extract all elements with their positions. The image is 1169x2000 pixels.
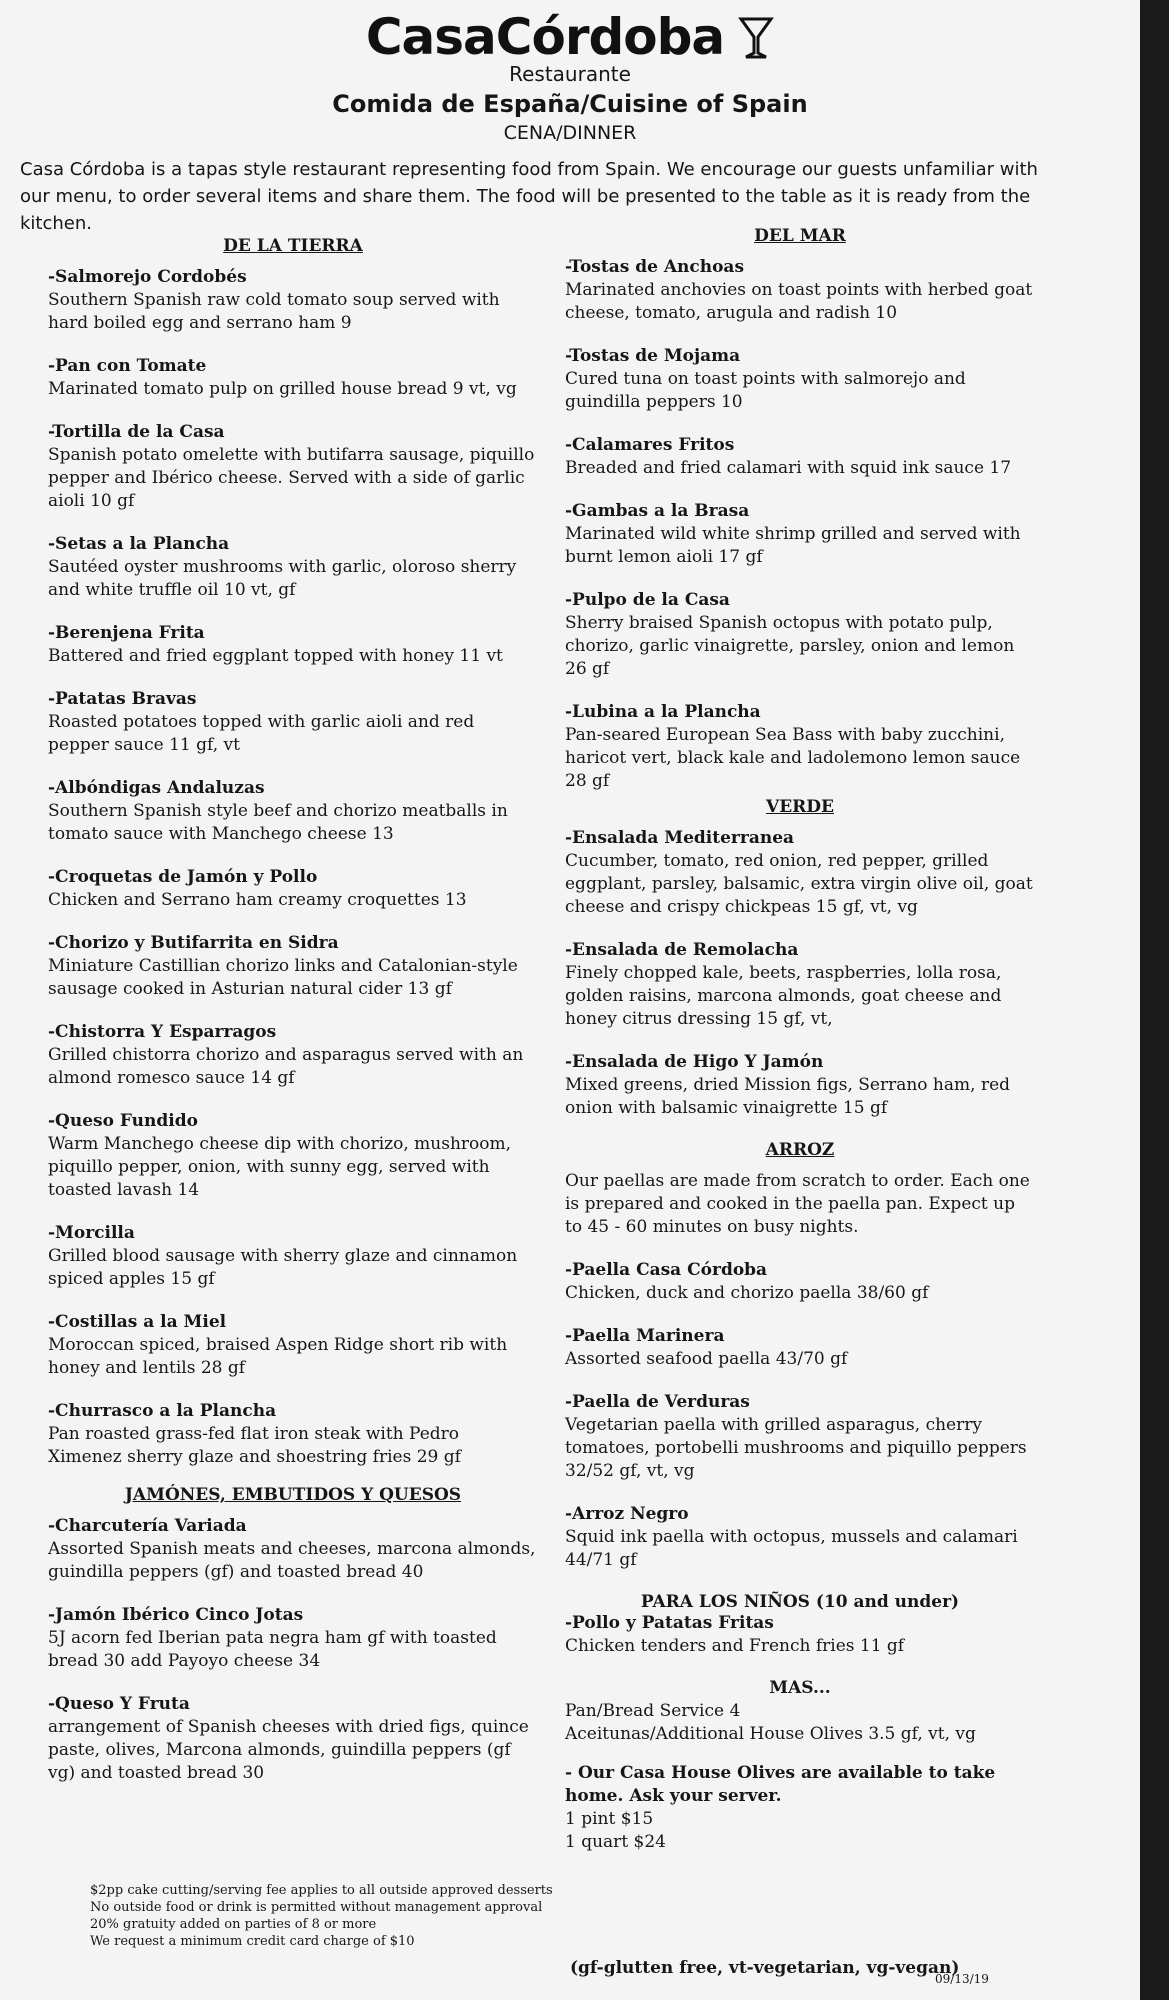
menu-item (565, 1259, 1035, 1305)
item-name: -Jamón Ibérico Cinco Jotas (48, 1605, 304, 1625)
olives-note: - Our Casa House Olives are available to take home. Ask your server. (565, 1763, 996, 1806)
menu-item (48, 1311, 538, 1380)
menu-item (48, 1021, 538, 1090)
section-title-arroz: ARROZ (765, 1140, 835, 1160)
left-column (48, 232, 538, 1805)
item-desc: Marinated tomato pulp on grilled house bread 9 vt, vg (48, 379, 517, 399)
item-desc: Southern Spanish raw cold tomato soup served with hard boiled egg and serrano ham 9 (48, 290, 500, 333)
footnote-line: No outside food or drink is permitted without management approval (90, 1900, 543, 1915)
item-desc: Breaded and fried calamari with squid ink sauce 17 (565, 458, 1012, 478)
item-desc: Marinated anchovies on toast points with herbed goat cheese, tomato, arugula and radish 10 (565, 280, 1033, 323)
item-name: -Queso Fundido (48, 1111, 198, 1131)
item-name: -Gambas a la Brasa (565, 501, 750, 521)
item-name: -Albóndigas Andaluzas (48, 778, 265, 798)
menu-item (48, 1222, 538, 1291)
menu-item (48, 866, 538, 912)
menu-item (565, 256, 1035, 325)
meal-label: CENA/DINNER (503, 122, 637, 144)
item-name: -Setas a la Plancha (48, 534, 230, 554)
item-name: -Chistorra Y Esparragos (48, 1022, 277, 1042)
item-name: -Paella de Verduras (565, 1392, 750, 1412)
section-title-verde: VERDE (766, 797, 834, 817)
menu-item (48, 533, 538, 602)
logo-row (0, 8, 1140, 66)
item-name: -Berenjena Frita (48, 623, 205, 643)
item-name: -Queso Y Fruta (48, 1694, 190, 1714)
footnote-line: We request a minimum credit card charge of $10 (90, 1934, 415, 1949)
item-desc: Chicken tenders and French fries 11 gf (565, 1636, 905, 1656)
right-column (565, 222, 1035, 1854)
menu-item (565, 939, 1035, 1031)
item-desc: Cucumber, tomato, red onion, red pepper, grilled eggplant, parsley, balsamic, extra virgin olive oil, goat cheese and crispy chickpeas 15 gf, vt, vg (565, 851, 1033, 917)
menu-item (565, 500, 1035, 569)
menu-item (48, 688, 538, 757)
menu-item (48, 1400, 538, 1469)
footnote-line: 20% gratuity added on parties of 8 or more (90, 1917, 377, 1932)
footnote-line: $2pp cake cutting/serving fee applies to all outside approved desserts (90, 1883, 553, 1898)
menu-item (565, 1612, 1035, 1658)
menu-item (48, 1693, 538, 1785)
item-desc: Spanish potato omelette with butifarra sausage, piquillo pepper and Ibérico cheese. Served with a side of garlic aioli 10 gf (48, 445, 535, 511)
glass-icon (738, 13, 774, 61)
item-desc: Grilled blood sausage with sherry glaze and cinnamon spiced apples 15 gf (48, 1246, 518, 1289)
item-name: -Tortilla de la Casa (48, 422, 225, 442)
item-name: -Ensalada de Remolacha (565, 940, 799, 960)
section-title-mar: DEL MAR (754, 226, 846, 246)
menu-item (565, 589, 1035, 681)
item-name: -Arroz Negro (565, 1504, 689, 1524)
item-name: -Paella Casa Córdoba (565, 1260, 768, 1280)
jamones-list (48, 1515, 538, 1785)
item-name: -Lubina a la Plancha (565, 702, 761, 722)
olives-price: 1 quart $24 (565, 1832, 666, 1852)
menu-item (565, 1051, 1035, 1120)
item-desc: 5J acorn fed Iberian pata negra ham gf with toasted bread 30 add Payoyo cheese 34 (48, 1628, 497, 1671)
item-name: -Costillas a la Miel (48, 1312, 227, 1332)
item-desc: Battered and fried eggplant topped with honey 11 vt (48, 646, 503, 666)
menu-header (0, 8, 1140, 144)
item-desc: Roasted potatoes topped with garlic aioli and red pepper sauce 11 gf, vt (48, 712, 475, 755)
item-desc: arrangement of Spanish cheeses with dried figs, quince paste, olives, Marcona almonds, guindilla peppers (gf vg) and toasted bread 30 (48, 1717, 529, 1783)
menu-item (565, 1503, 1035, 1572)
menu-item (48, 421, 538, 513)
item-name: -Tostas de Anchoas (565, 257, 745, 277)
menu-item (565, 1391, 1035, 1483)
item-desc: Sautéed oyster mushrooms with garlic, oloroso sherry and white truffle oil 10 vt, gf (48, 557, 517, 600)
item-name: -Croquetas de Jamón y Pollo (48, 867, 318, 887)
menu-date: 09/13/19 (935, 1972, 989, 1986)
arroz-intro: Our paellas are made from scratch to order. Each one is prepared and cooked in the paella pan. Expect up to 45 - 60 minutes on busy nights. (565, 1171, 1030, 1237)
section-title-tierra: DE LA TIERRA (223, 236, 363, 256)
item-name: -Ensalada de Higo Y Jamón (565, 1052, 824, 1072)
item-name: -Chorizo y Butifarrita en Sidra (48, 933, 339, 953)
item-desc: Southern Spanish style beef and chorizo meatballs in tomato sauce with Manchego cheese 13 (48, 801, 508, 844)
verde-list (565, 827, 1035, 1120)
tierra-list (48, 266, 538, 1469)
item-desc: Grilled chistorra chorizo and asparagus served with an almond romesco sauce 14 gf (48, 1045, 524, 1088)
item-desc: Moroccan spiced, braised Aspen Ridge short rib with honey and lentils 28 gf (48, 1335, 508, 1378)
menu-item (48, 932, 538, 1001)
item-name: -Churrasco a la Plancha (48, 1401, 277, 1421)
item-desc: Pan roasted grass-fed flat iron steak with Pedro Ximenez sherry glaze and shoestring fries 29 gf (48, 1424, 461, 1467)
diet-legend: (gf-glutten free, vt-vegetarian, vg-vegan) (570, 1958, 960, 1978)
menu-item (565, 1325, 1035, 1371)
item-desc: Vegetarian paella with grilled asparagus, cherry tomatoes, portobelli mushrooms and piquillo peppers 32/52 gf, vt, vg (565, 1415, 1027, 1481)
item-name: -Charcutería Variada (48, 1516, 247, 1536)
item-name: -Calamares Fritos (565, 435, 735, 455)
item-desc: Chicken and Serrano ham creamy croquettes 13 (48, 890, 467, 910)
mas-line: Aceitunas/Additional House Olives 3.5 gf, vt, vg (565, 1724, 976, 1744)
menu-item (48, 622, 538, 668)
olives-price: 1 pint $15 (565, 1809, 654, 1829)
item-name: -Salmorejo Cordobés (48, 267, 247, 287)
item-name: -Patatas Bravas (48, 689, 197, 709)
menu-item (565, 345, 1035, 414)
item-desc: Mixed greens, dried Mission figs, Serrano ham, red onion with balsamic vinaigrette 15 gf (565, 1075, 1011, 1118)
menu-item (565, 701, 1035, 793)
restaurante-label: Restaurante (509, 62, 631, 86)
item-desc: Sherry braised Spanish octopus with potato pulp, chorizo, garlic vinaigrette, parsley, onion and lemon 26 gf (565, 613, 1015, 679)
menu-item (48, 355, 538, 401)
restaurant-logo: CasaCórdoba (365, 8, 725, 66)
menu-item (565, 434, 1035, 480)
menu-item (48, 266, 538, 335)
item-name: -Paella Marinera (565, 1326, 725, 1346)
menu-item (48, 1604, 538, 1673)
intro-text: Casa Córdoba is a tapas style restaurant representing food from Spain. We encourage our guests unfamiliar with our menu, to order several items and share them. The food will be presented to the table as it is ready from the kitchen. (20, 159, 1038, 234)
arroz-list (565, 1259, 1035, 1572)
section-title-jamones: JAMÓNES, EMBUTIDOS Y QUESOS (124, 1485, 462, 1505)
menu-item (48, 1515, 538, 1584)
menu-item (48, 1110, 538, 1202)
mar-list (565, 256, 1035, 793)
item-desc: Pan-seared European Sea Bass with baby zucchini, haricot vert, black kale and ladolemono lemon sauce 28 gf (565, 725, 1021, 791)
section-title-ninos: PARA LOS NIÑOS (10 and under) (640, 1592, 960, 1612)
footnotes (90, 1882, 560, 1950)
item-name: -Tostas de Mojama (565, 346, 741, 366)
menu-subtitle: Comida de España/Cuisine of Spain (332, 90, 808, 118)
item-desc: Assorted seafood paella 43/70 gf (565, 1349, 848, 1369)
menu-item (565, 827, 1035, 919)
item-name: -Pulpo de la Casa (565, 590, 730, 610)
mas-line: Pan/Bread Service 4 (565, 1701, 741, 1721)
item-desc: Finely chopped kale, beets, raspberries, lolla rosa, golden raisins, marcona almonds, goat cheese and honey citrus dressing 15 gf, vt, (565, 963, 1002, 1029)
item-desc: Assorted Spanish meats and cheeses, marcona almonds, guindilla peppers (gf) and toasted bread 40 (48, 1539, 536, 1582)
item-name: -Pan con Tomate (48, 356, 207, 376)
page-edge-shadow (1140, 0, 1169, 2000)
item-name: -Ensalada Mediterranea (565, 828, 795, 848)
item-desc: Warm Manchego cheese dip with chorizo, mushroom, piquillo pepper, onion, with sunny egg, served with toasted lavash 14 (48, 1134, 512, 1200)
item-desc: Squid ink paella with octopus, mussels and calamari 44/71 gf (565, 1527, 1018, 1570)
item-desc: Marinated wild white shrimp grilled and served with burnt lemon aioli 17 gf (565, 524, 1021, 567)
item-desc: Cured tuna on toast points with salmorejo and guindilla peppers 10 (565, 369, 966, 412)
item-desc: Miniature Castillian chorizo links and Catalonian-style sausage cooked in Asturian natural cider 13 gf (48, 956, 518, 999)
item-name: -Pollo y Patatas Fritas (565, 1613, 774, 1633)
menu-item (48, 777, 538, 846)
item-name: -Morcilla (48, 1223, 135, 1243)
item-desc: Chicken, duck and chorizo paella 38/60 gf (565, 1283, 929, 1303)
section-title-mas: MAS... (769, 1678, 831, 1698)
